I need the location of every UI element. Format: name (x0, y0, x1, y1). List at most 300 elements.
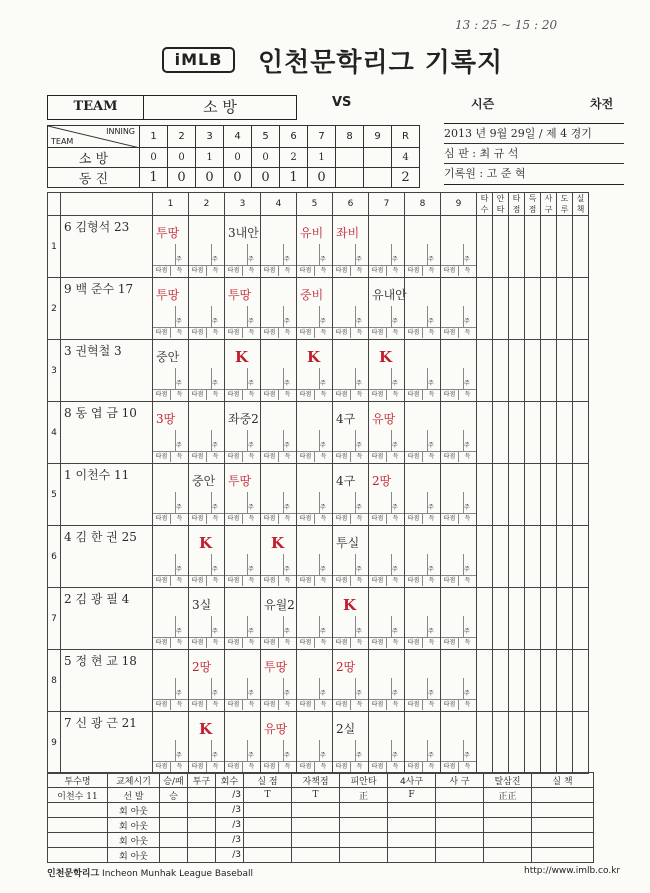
at-bat-cell[interactable] (333, 402, 369, 464)
rbi-label: 타점 (155, 391, 168, 398)
at-bat-cell[interactable] (189, 340, 225, 402)
at-bat-cell[interactable] (369, 650, 405, 712)
pitching-cell-walks[interactable]: F (388, 788, 436, 803)
pitching-cell-time[interactable]: 선 발 (108, 788, 160, 803)
stat-cell[interactable] (525, 464, 541, 526)
pitching-cell-hits[interactable] (340, 833, 388, 848)
pitching-cell-time[interactable]: 회 아웃 (108, 818, 160, 833)
at-bat-cell[interactable] (369, 712, 405, 774)
at-bat-cell[interactable] (369, 278, 405, 340)
at-bat-cell[interactable] (261, 464, 297, 526)
at-bat-cell[interactable] (369, 588, 405, 650)
team-header: TEAM (51, 137, 74, 146)
pitching-cell-runs[interactable] (244, 803, 292, 818)
stat-cell[interactable] (541, 526, 557, 588)
at-bat-cell[interactable] (153, 588, 189, 650)
run-label: 주 (212, 752, 218, 759)
stat-cell[interactable] (525, 278, 541, 340)
pitching-cell-err[interactable] (532, 833, 594, 848)
at-bat-cell[interactable] (405, 526, 441, 588)
stat-cell[interactable] (557, 340, 573, 402)
run-label: 주 (176, 752, 182, 759)
at-bat-cell[interactable] (369, 216, 405, 278)
stat-cell[interactable] (525, 588, 541, 650)
stat-cell[interactable] (541, 464, 557, 526)
pitching-cell-so[interactable] (484, 833, 532, 848)
at-bat-cell[interactable] (189, 402, 225, 464)
pitching-cell-er[interactable]: T (292, 788, 340, 803)
score-label: 득 (458, 762, 476, 772)
run-label: 주 (428, 504, 434, 511)
stat-cell[interactable] (541, 216, 557, 278)
pitching-cell-hits[interactable] (340, 818, 388, 833)
stat-cell[interactable] (573, 340, 589, 402)
pitching-cell-pitcher[interactable] (48, 833, 108, 848)
at-bat-result: 중안 (192, 474, 216, 488)
pitching-cell-time[interactable]: 회 아웃 (108, 833, 160, 848)
pitching-cell-er[interactable] (292, 848, 340, 863)
stat-cell[interactable] (541, 278, 557, 340)
at-bat-cell[interactable] (225, 278, 261, 340)
stat-cell[interactable] (493, 526, 509, 588)
pitching-cell-err[interactable] (532, 818, 594, 833)
run-label: 주 (464, 504, 470, 511)
at-bat-cell[interactable] (405, 712, 441, 774)
rbi-label: 타점 (227, 391, 240, 398)
stat-cell[interactable] (525, 650, 541, 712)
at-bat-cell[interactable] (297, 650, 333, 712)
at-bat-cell[interactable] (261, 402, 297, 464)
pitching-header: 탈삼진 (484, 773, 532, 788)
at-bat-cell[interactable] (261, 278, 297, 340)
pitching-cell-hbp[interactable] (436, 833, 484, 848)
pitching-cell-inning[interactable]: /3 (216, 788, 244, 803)
score-label: 득 (170, 452, 188, 462)
stat-cell[interactable] (557, 216, 573, 278)
stat-cell[interactable] (493, 216, 509, 278)
at-bat-cell[interactable] (261, 526, 297, 588)
at-bat-cell[interactable] (189, 464, 225, 526)
pitching-cell-er[interactable] (292, 833, 340, 848)
rbi-label: 타점 (335, 391, 348, 398)
pitching-cell-hbp[interactable] (436, 848, 484, 863)
stat-cell[interactable] (541, 650, 557, 712)
run-label: 주 (176, 566, 182, 573)
pitching-cell-wl[interactable]: 승 (160, 788, 188, 803)
pitching-cell-out[interactable] (188, 788, 216, 803)
at-bat-cell[interactable] (225, 588, 261, 650)
at-bat-cell[interactable] (441, 278, 477, 340)
stat-cell[interactable] (493, 588, 509, 650)
at-bat-cell[interactable] (189, 650, 225, 712)
score-cell: 0 (252, 168, 280, 188)
run-label: 주 (356, 256, 362, 263)
at-bat-result: 좌비 (336, 226, 360, 240)
stat-cell[interactable] (477, 340, 493, 402)
rbi-label: 타점 (191, 515, 204, 522)
pitching-cell-er[interactable] (292, 803, 340, 818)
batting-order: 8 (48, 650, 61, 712)
at-bat-cell[interactable] (441, 526, 477, 588)
rbi-label: 타점 (443, 701, 456, 708)
stat-cell[interactable] (573, 588, 589, 650)
inning-column-header: 6 (333, 193, 369, 216)
score-label: 득 (386, 514, 404, 524)
at-bat-cell[interactable] (333, 278, 369, 340)
run-label: 주 (464, 690, 470, 697)
stat-cell[interactable] (557, 526, 573, 588)
run-label: 주 (248, 380, 254, 387)
at-bat-cell[interactable] (297, 712, 333, 774)
stat-cell[interactable] (557, 464, 573, 526)
at-bat-cell[interactable] (441, 712, 477, 774)
score-cell: 0 (140, 148, 168, 168)
pitching-cell-pitcher[interactable] (48, 818, 108, 833)
stat-cell[interactable] (509, 216, 525, 278)
rbi-label: 타점 (407, 577, 420, 584)
at-bat-cell[interactable] (441, 216, 477, 278)
run-label: 주 (392, 380, 398, 387)
batting-order: 4 (48, 402, 61, 464)
rbi-label: 타점 (155, 515, 168, 522)
at-bat-cell[interactable] (153, 526, 189, 588)
at-bat-cell[interactable] (333, 588, 369, 650)
batter-cell (61, 588, 153, 650)
pitching-cell-runs[interactable] (244, 833, 292, 848)
at-bat-cell[interactable] (441, 402, 477, 464)
at-bat-cell[interactable] (189, 216, 225, 278)
score-label: 득 (170, 390, 188, 400)
game-date: 2013 년 9월 29일 / 제 4 경기 (444, 124, 624, 144)
run-label: 주 (212, 442, 218, 449)
pitching-cell-hits[interactable] (340, 848, 388, 863)
batting-order: 1 (48, 216, 61, 278)
score-label: 득 (314, 700, 332, 710)
run-label: 주 (284, 566, 290, 573)
run-label: 주 (284, 628, 290, 635)
pitching-cell-time[interactable]: 회 아웃 (108, 848, 160, 863)
at-bat-cell[interactable] (297, 526, 333, 588)
at-bat-cell[interactable] (297, 278, 333, 340)
at-bat-cell[interactable] (225, 712, 261, 774)
pitching-cell-wl[interactable] (160, 803, 188, 818)
rbi-label: 타점 (407, 763, 420, 770)
pitching-cell-so[interactable]: 正正 (484, 788, 532, 803)
at-bat-result: 투실 (336, 536, 360, 550)
at-bat-cell[interactable] (333, 650, 369, 712)
run-label: 주 (356, 690, 362, 697)
stat-cell[interactable] (541, 588, 557, 650)
inning-column-header: 1 (153, 193, 189, 216)
stat-cell[interactable] (573, 402, 589, 464)
team-row-name: 동 진 (48, 168, 140, 188)
at-bat-cell[interactable] (261, 588, 297, 650)
stat-cell[interactable] (541, 402, 557, 464)
pitching-cell-runs[interactable]: T (244, 788, 292, 803)
pitching-cell-wl[interactable] (160, 848, 188, 863)
at-bat-cell[interactable] (261, 712, 297, 774)
at-bat-cell[interactable] (225, 216, 261, 278)
pitching-cell-out[interactable] (188, 818, 216, 833)
rbi-label: 타점 (407, 639, 420, 646)
pitching-cell-out[interactable] (188, 833, 216, 848)
at-bat-result: 2땅 (372, 474, 392, 488)
stat-cell[interactable] (557, 402, 573, 464)
stat-cell[interactable] (525, 340, 541, 402)
stat-cell[interactable] (477, 526, 493, 588)
at-bat-cell[interactable] (333, 526, 369, 588)
stat-cell[interactable] (557, 588, 573, 650)
run-label: 주 (428, 442, 434, 449)
at-bat-cell[interactable] (369, 526, 405, 588)
pitching-cell-inning[interactable]: /3 (216, 818, 244, 833)
pitching-cell-pitcher[interactable]: 이천수 11 (48, 788, 108, 803)
stat-cell[interactable] (477, 278, 493, 340)
score-label: 득 (350, 328, 368, 338)
pitching-cell-pitcher[interactable] (48, 803, 108, 818)
score-label: 득 (242, 390, 260, 400)
at-bat-cell[interactable] (405, 588, 441, 650)
run-label: 주 (212, 566, 218, 573)
rbi-label: 타점 (191, 639, 204, 646)
at-bat-cell[interactable] (441, 340, 477, 402)
stat-cell[interactable] (509, 650, 525, 712)
at-bat-cell[interactable] (405, 340, 441, 402)
at-bat-cell[interactable] (225, 464, 261, 526)
score-label: 득 (350, 576, 368, 586)
run-label: 주 (248, 504, 254, 511)
at-bat-cell[interactable] (153, 650, 189, 712)
pitching-header: 투수명 (48, 773, 108, 788)
score-label: 득 (278, 328, 296, 338)
inning-column-header: 7 (369, 193, 405, 216)
pitching-cell-hits[interactable]: 正 (340, 788, 388, 803)
score-label: 득 (350, 390, 368, 400)
pitching-cell-time[interactable]: 회 아웃 (108, 803, 160, 818)
score-label: 득 (170, 266, 188, 276)
stat-cell[interactable] (509, 588, 525, 650)
pitching-cell-wl[interactable] (160, 833, 188, 848)
at-bat-result: K (343, 596, 357, 614)
stat-cell[interactable] (509, 712, 525, 774)
at-bat-cell[interactable] (261, 340, 297, 402)
pitching-cell-walks[interactable] (388, 833, 436, 848)
stat-cell[interactable] (493, 278, 509, 340)
stat-cell[interactable] (525, 402, 541, 464)
at-bat-cell[interactable] (441, 588, 477, 650)
stat-cell[interactable] (509, 402, 525, 464)
rbi-label: 타점 (263, 639, 276, 646)
run-label: 주 (320, 318, 326, 325)
at-bat-cell[interactable] (225, 526, 261, 588)
pitching-cell-inning[interactable]: /3 (216, 848, 244, 863)
stat-cell[interactable] (573, 216, 589, 278)
pitching-cell-wl[interactable] (160, 818, 188, 833)
at-bat-cell[interactable] (189, 588, 225, 650)
stat-cell[interactable] (573, 526, 589, 588)
stat-column-header: 타점 (509, 193, 525, 216)
stat-cell[interactable] (493, 464, 509, 526)
stat-cell[interactable] (557, 650, 573, 712)
pitching-row (48, 818, 594, 833)
pitching-row (48, 803, 594, 818)
pitching-cell-so[interactable] (484, 848, 532, 863)
at-bat-cell[interactable] (261, 216, 297, 278)
pitching-cell-walks[interactable] (388, 818, 436, 833)
pitching-cell-walks[interactable] (388, 803, 436, 818)
at-bat-cell[interactable] (369, 402, 405, 464)
at-bat-cell[interactable] (405, 650, 441, 712)
rbi-label: 타점 (371, 701, 384, 708)
pitching-cell-hbp[interactable] (436, 818, 484, 833)
rbi-label: 타점 (407, 391, 420, 398)
at-bat-cell[interactable] (405, 402, 441, 464)
at-bat-cell[interactable] (297, 588, 333, 650)
stat-cell[interactable] (573, 650, 589, 712)
rbi-label: 타점 (191, 453, 204, 460)
pitching-cell-runs[interactable] (244, 818, 292, 833)
at-bat-cell[interactable] (441, 650, 477, 712)
at-bat-cell[interactable] (153, 278, 189, 340)
pitching-cell-inning[interactable]: /3 (216, 833, 244, 848)
stat-cell[interactable] (541, 712, 557, 774)
rbi-label: 타점 (335, 329, 348, 336)
stat-cell[interactable] (573, 278, 589, 340)
score-label: 득 (278, 266, 296, 276)
at-bat-cell[interactable] (297, 340, 333, 402)
at-bat-cell[interactable] (225, 402, 261, 464)
stat-cell[interactable] (477, 216, 493, 278)
stat-cell[interactable] (493, 712, 509, 774)
run-label: 주 (248, 628, 254, 635)
stat-cell[interactable] (573, 464, 589, 526)
stat-cell[interactable] (509, 526, 525, 588)
score-label: 득 (314, 390, 332, 400)
rbi-label: 타점 (443, 515, 456, 522)
pitching-cell-er[interactable] (292, 818, 340, 833)
stat-cell[interactable] (541, 340, 557, 402)
at-bat-cell[interactable] (441, 464, 477, 526)
run-label: 주 (284, 256, 290, 263)
run-label: 주 (212, 504, 218, 511)
pitching-cell-out[interactable] (188, 848, 216, 863)
at-bat-cell[interactable] (153, 402, 189, 464)
at-bat-cell[interactable] (153, 340, 189, 402)
run-label: 주 (428, 752, 434, 759)
batter-row (48, 278, 589, 340)
batter-name: 8 동 엽 금 10 (64, 406, 137, 420)
stat-cell[interactable] (477, 712, 493, 774)
run-label: 주 (464, 628, 470, 635)
recorder: 기록원 : 고 준 혁 (444, 167, 526, 180)
pitching-cell-hbp[interactable] (436, 788, 484, 803)
pitching-cell-runs[interactable] (244, 848, 292, 863)
at-bat-cell[interactable] (261, 650, 297, 712)
score-cell: 0 (168, 148, 196, 168)
at-bat-cell[interactable] (153, 216, 189, 278)
pitching-cell-err[interactable] (532, 803, 594, 818)
stat-cell[interactable] (477, 402, 493, 464)
pitching-cell-out[interactable] (188, 803, 216, 818)
score-label: 득 (386, 452, 404, 462)
at-bat-result: 3내안 (228, 226, 259, 240)
stat-cell[interactable] (525, 712, 541, 774)
rbi-label: 타점 (155, 267, 168, 274)
pitching-cell-err[interactable] (532, 788, 594, 803)
pitching-cell-hbp[interactable] (436, 803, 484, 818)
at-bat-cell[interactable] (297, 216, 333, 278)
score-label: 득 (170, 638, 188, 648)
score-cell (364, 148, 392, 168)
at-bat-cell[interactable] (297, 464, 333, 526)
run-label: 주 (356, 380, 362, 387)
stat-cell[interactable] (493, 650, 509, 712)
stat-cell[interactable] (509, 340, 525, 402)
at-bat-cell[interactable] (333, 216, 369, 278)
at-bat-cell[interactable] (333, 464, 369, 526)
stat-cell[interactable] (525, 526, 541, 588)
stat-cell[interactable] (493, 402, 509, 464)
at-bat-cell[interactable] (369, 464, 405, 526)
at-bat-cell[interactable] (225, 650, 261, 712)
stat-cell[interactable] (477, 650, 493, 712)
stat-cell[interactable] (493, 340, 509, 402)
at-bat-result: 2땅 (336, 660, 356, 674)
at-bat-cell[interactable] (189, 526, 225, 588)
stat-cell[interactable] (525, 216, 541, 278)
rbi-label: 타점 (191, 391, 204, 398)
rbi-label: 타점 (155, 639, 168, 646)
at-bat-cell[interactable] (297, 402, 333, 464)
pitching-cell-inning[interactable]: /3 (216, 803, 244, 818)
stat-cell[interactable] (557, 712, 573, 774)
season-label: 시즌 (471, 97, 495, 111)
batter-name: 9 백 준수 17 (64, 282, 134, 296)
pitching-cell-so[interactable] (484, 818, 532, 833)
pitching-cell-pitcher[interactable] (48, 848, 108, 863)
at-bat-result: K (379, 348, 393, 366)
stat-cell[interactable] (509, 278, 525, 340)
at-bat-cell[interactable] (189, 278, 225, 340)
umpire: 심 판 : 최 규 석 (444, 144, 624, 164)
at-bat-cell[interactable] (405, 278, 441, 340)
pitching-cell-walks[interactable] (388, 848, 436, 863)
team-label: TEAM (48, 96, 144, 119)
stat-cell[interactable] (557, 278, 573, 340)
at-bat-cell[interactable] (405, 216, 441, 278)
stat-cell[interactable] (477, 588, 493, 650)
at-bat-cell[interactable] (333, 712, 369, 774)
at-bat-cell[interactable] (333, 340, 369, 402)
at-bat-cell[interactable] (153, 712, 189, 774)
stat-cell[interactable] (573, 712, 589, 774)
pitching-cell-hits[interactable] (340, 803, 388, 818)
pitching-cell-so[interactable] (484, 803, 532, 818)
stat-cell[interactable] (509, 464, 525, 526)
at-bat-cell[interactable] (225, 340, 261, 402)
at-bat-result: 유땅 (372, 412, 396, 426)
at-bat-cell[interactable] (189, 712, 225, 774)
run-label: 주 (212, 690, 218, 697)
stat-cell[interactable] (477, 464, 493, 526)
score-label: 득 (350, 762, 368, 772)
run-label: 주 (464, 318, 470, 325)
pitching-cell-err[interactable] (532, 848, 594, 863)
at-bat-cell[interactable] (153, 464, 189, 526)
run-label: 주 (356, 628, 362, 635)
at-bat-cell[interactable] (405, 464, 441, 526)
at-bat-cell[interactable] (369, 340, 405, 402)
